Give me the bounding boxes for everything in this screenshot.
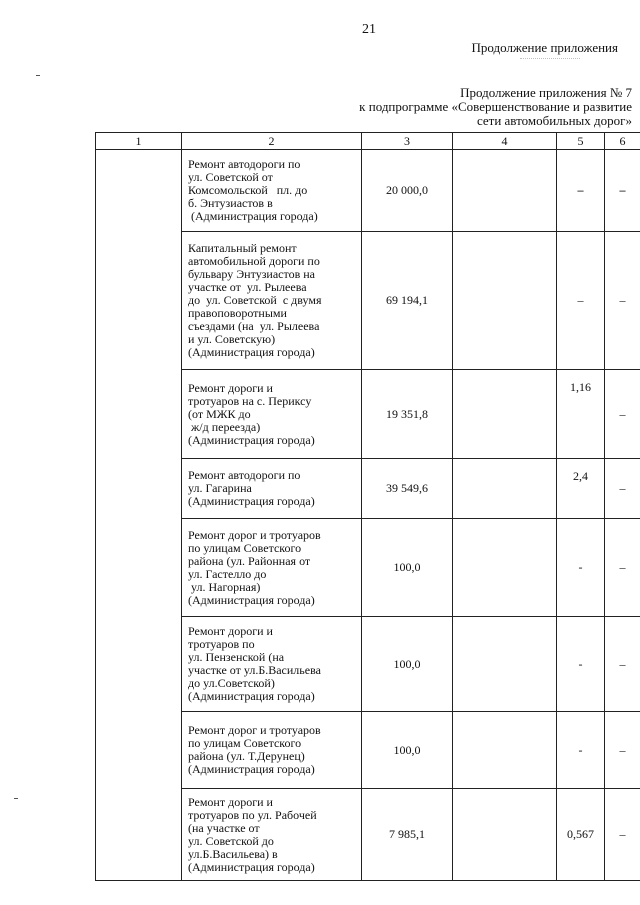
col5-cell: – <box>557 232 605 370</box>
amount-cell: 39 549,6 <box>362 459 453 519</box>
amount-cell: 69 194,1 <box>362 232 453 370</box>
work-description: Ремонт дорог и тротуаров по улицам Советского района (ул. Т.Дерунец) (Администрация города) <box>182 712 362 789</box>
col6-cell: – <box>605 712 640 789</box>
col6-cell: – <box>605 370 640 459</box>
amount-cell: 7 985,1 <box>362 789 453 881</box>
amount-cell: 20 000,0 <box>362 150 453 232</box>
col4-cell <box>453 459 557 519</box>
col4-cell <box>453 712 557 789</box>
program-table <box>95 132 640 881</box>
work-description: Ремонт дороги и тротуаров по ул. Пензенской (на участке от ул.Б.Васильева до ул.Советской) (Администрация города) <box>182 617 362 712</box>
col6-cell: – <box>605 519 640 617</box>
scan-artifact <box>520 58 580 67</box>
col5-cell: 2,4 <box>557 459 605 519</box>
continuation-header: Продолжение приложения <box>471 40 618 55</box>
col4-cell <box>453 370 557 459</box>
appendix-line-2: к подпрограмме «Совершенствование и развитие <box>359 99 632 114</box>
col5-cell: – <box>557 150 605 232</box>
col6-cell: – <box>605 232 640 370</box>
work-description: Ремонт автодороги по ул. Советской от Комсомольской пл. до б. Энтузиастов в (Администрация города) <box>182 150 362 232</box>
col6-cell: – <box>605 789 640 881</box>
col5-cell: 1,16 <box>557 370 605 459</box>
col5-cell: 0,567 <box>557 789 605 881</box>
column-header: 2 <box>182 133 362 150</box>
amount-cell: 19 351,8 <box>362 370 453 459</box>
col4-cell <box>453 617 557 712</box>
appendix-line-3: сети автомобильных дорог» <box>476 113 632 128</box>
column-header: 5 <box>557 133 605 150</box>
work-description: Ремонт автодороги по ул. Гагарина (Администрация города) <box>182 459 362 519</box>
col5-cell: - <box>557 519 605 617</box>
scan-mark <box>14 798 18 799</box>
amount-cell: 100,0 <box>362 712 453 789</box>
col4-cell <box>453 789 557 881</box>
col4-cell <box>453 150 557 232</box>
page-number: 21 <box>362 22 376 37</box>
work-description: Ремонт дорог и тротуаров по улицам Советского района (ул. Районная от ул. Гастелло до ул. Нагорная) (Администрация города) <box>182 519 362 617</box>
column-header: 4 <box>453 133 557 150</box>
col4-cell <box>453 519 557 617</box>
col5-cell: - <box>557 617 605 712</box>
appendix-line-1: Продолжение приложения № 7 <box>460 85 632 100</box>
col5-cell: - <box>557 712 605 789</box>
column-number-row <box>96 133 640 150</box>
column-header: 6 <box>605 133 640 150</box>
col6-cell: – <box>605 150 640 232</box>
work-description: Ремонт дороги и тротуаров по ул. Рабочей (на участке от ул. Советской до ул.Б.Васильева) в (Администрация города) <box>182 789 362 881</box>
table-row <box>96 150 640 232</box>
col6-cell: – <box>605 459 640 519</box>
merged-column-1-cell <box>96 150 182 881</box>
amount-cell: 100,0 <box>362 519 453 617</box>
col4-cell <box>453 232 557 370</box>
work-description: Капитальный ремонт автомобильной дороги по бульвару Энтузиастов на участке от ул. Рылеева до ул. Советской с двумя правоповоротными съездами (на ул. Рылеева и ул. Советскую) (Администрация города) <box>182 232 362 370</box>
work-description: Ремонт дороги и тротуаров на с. Периксу (от МЖК до ж/д переезда) (Администрация города) <box>182 370 362 459</box>
column-header: 3 <box>362 133 453 150</box>
column-header: 1 <box>96 133 182 150</box>
col6-cell: – <box>605 617 640 712</box>
scan-mark <box>36 75 40 76</box>
amount-cell: 100,0 <box>362 617 453 712</box>
appendix-header <box>359 86 632 128</box>
